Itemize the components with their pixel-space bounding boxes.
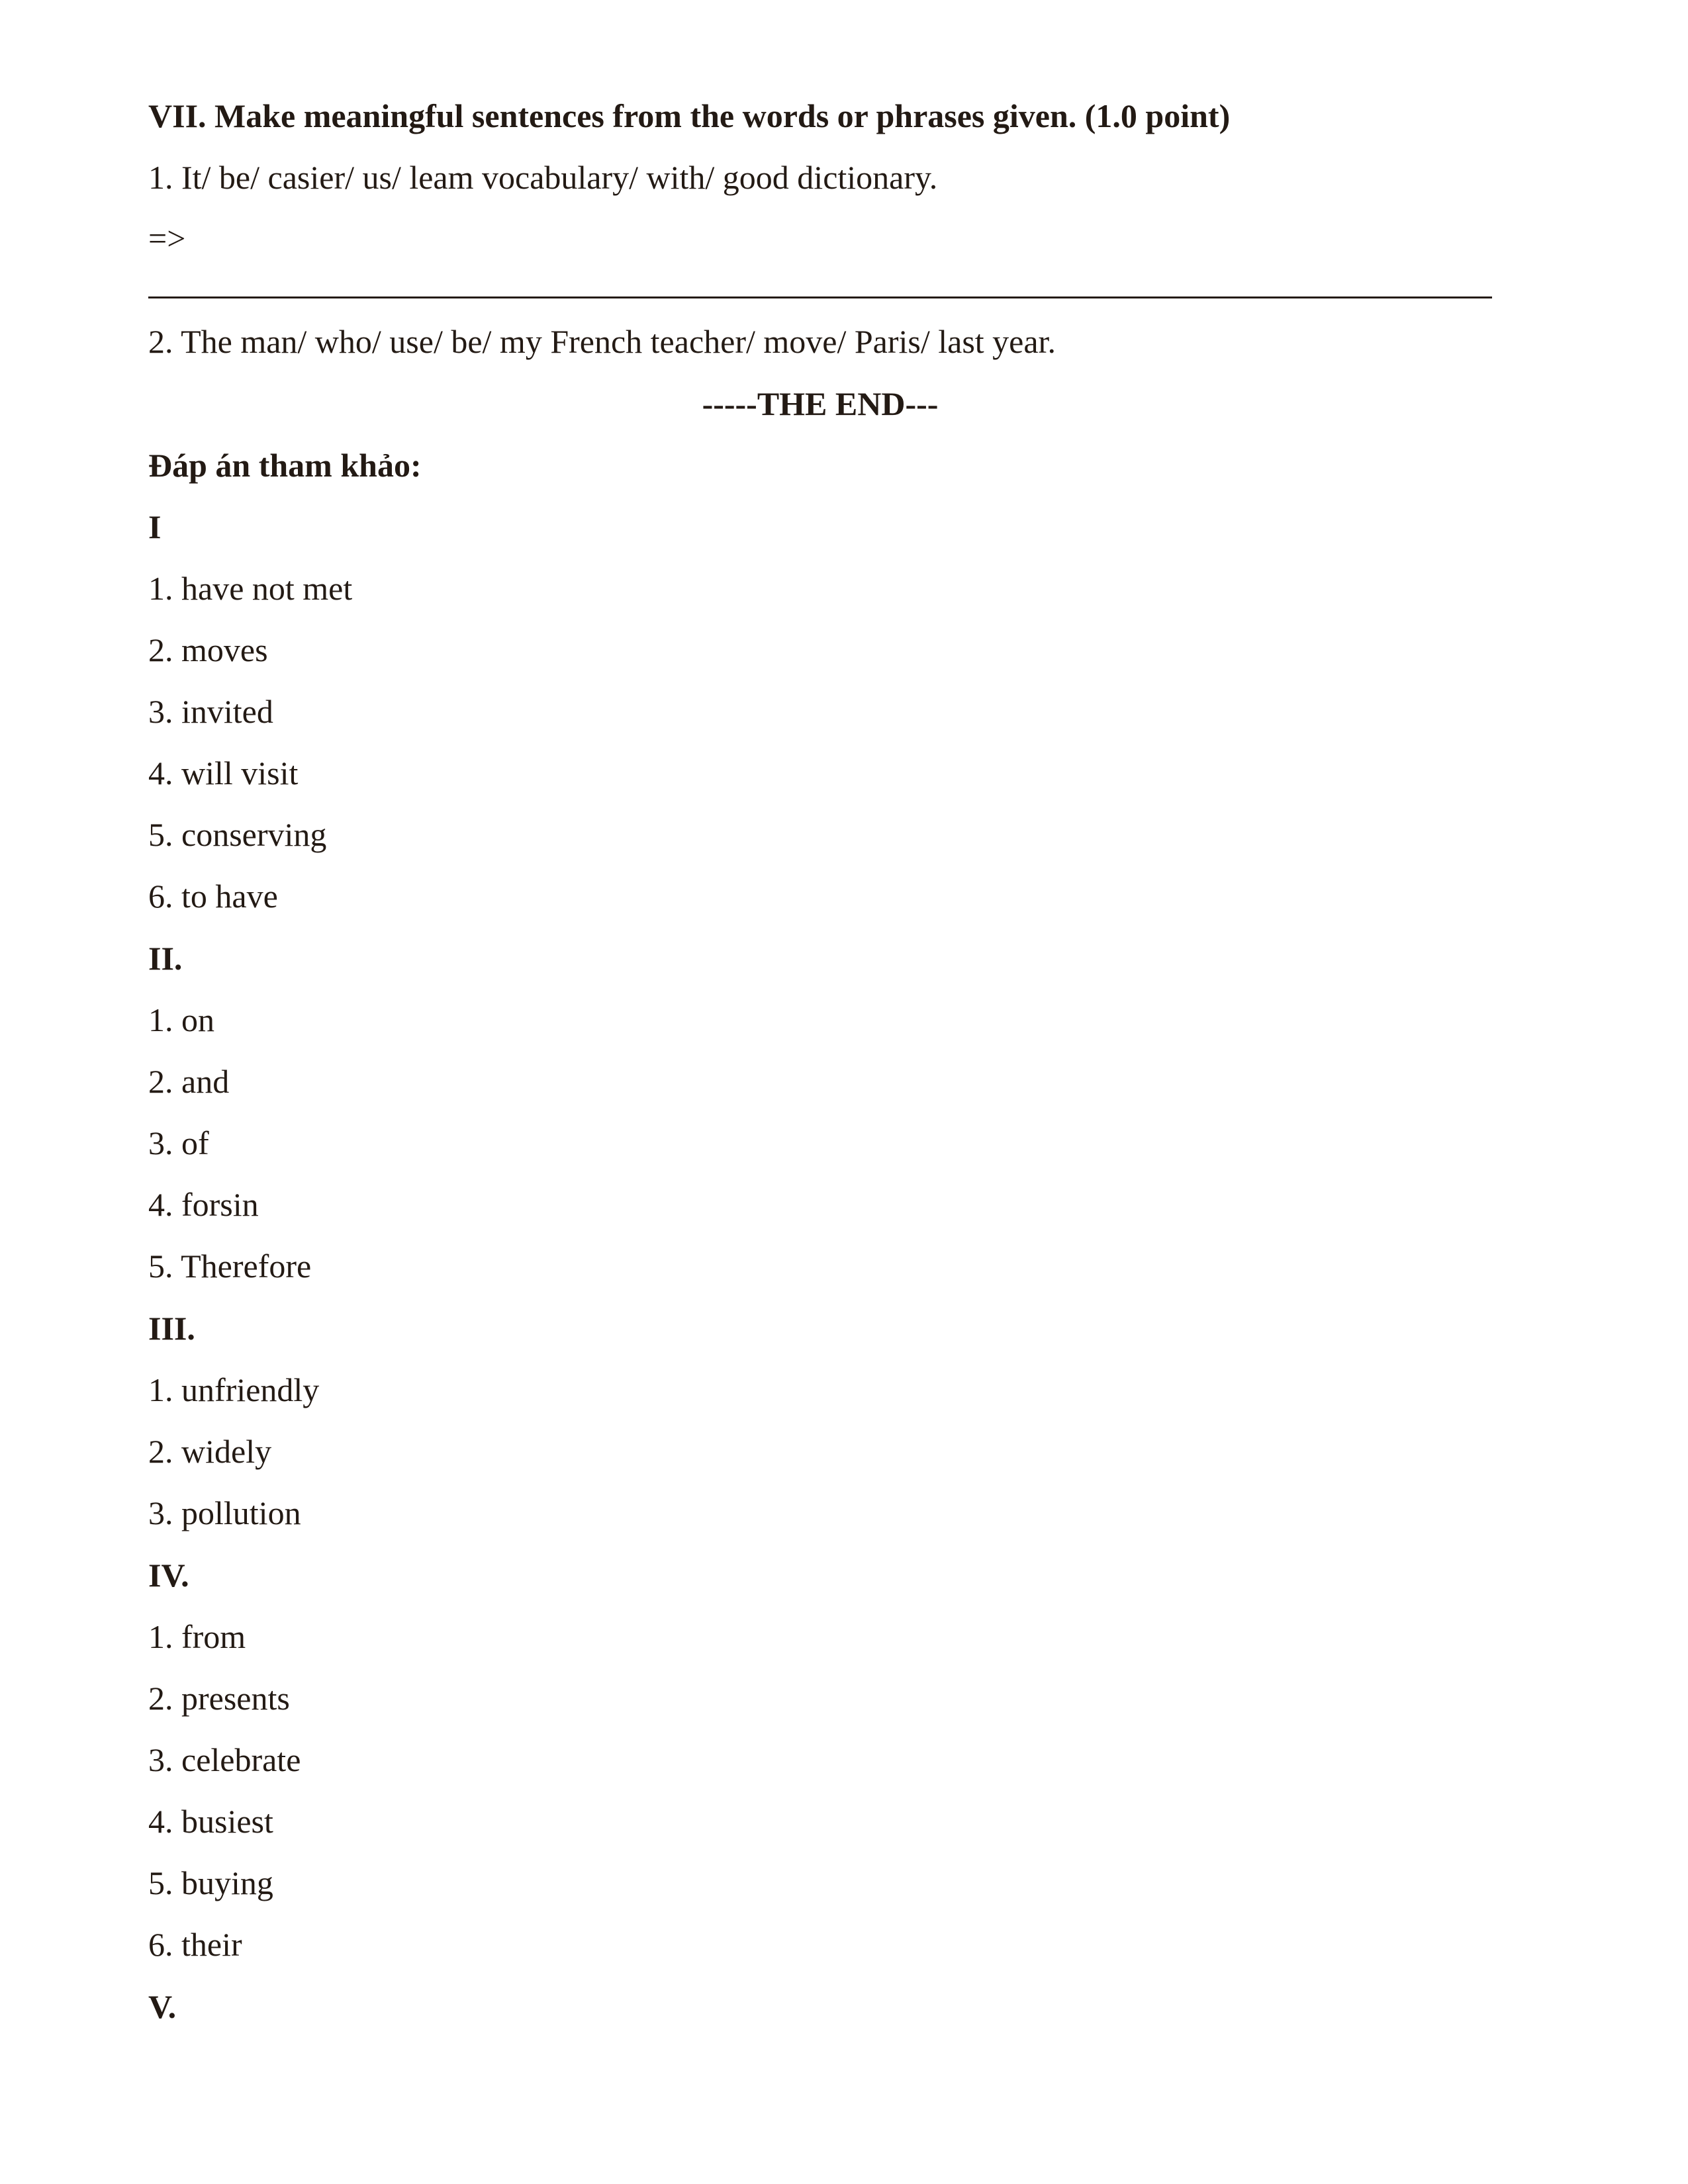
answer-line xyxy=(148,296,1492,298)
answer-arrow: => xyxy=(148,220,186,257)
answer-item: 2. and xyxy=(148,1063,230,1100)
answers-title: Đáp án tham khảo: xyxy=(148,447,422,484)
answer-item: 3. celebrate xyxy=(148,1741,301,1778)
answer-item: 2. presents xyxy=(148,1680,290,1717)
answer-item: 6. to have xyxy=(148,878,278,915)
answer-item: 5. conserving xyxy=(148,816,327,853)
answer-item: 2. moves xyxy=(148,631,268,668)
answer-item: 3. of xyxy=(148,1124,209,1161)
question-2: 2. The man/ who/ use/ be/ my French teacher/ move/ Paris/ last year. xyxy=(148,323,1056,360)
part-3-heading: III. xyxy=(148,1310,195,1347)
answer-item: 5. Therefore xyxy=(148,1248,312,1285)
answer-item: 5. buying xyxy=(148,1864,273,1901)
answer-item: 4. will visit xyxy=(148,754,299,792)
answer-item: 1. from xyxy=(148,1618,246,1655)
answer-item: 3. invited xyxy=(148,693,273,730)
question-1: 1. It/ be/ casier/ us/ leam vocabulary/ with/ good dictionary. xyxy=(148,159,938,196)
part-4-heading: IV. xyxy=(148,1557,189,1594)
part-5-heading: V. xyxy=(148,1988,177,2025)
the-end: -----THE END--- xyxy=(702,385,939,422)
answer-item: 4. forsin xyxy=(148,1186,259,1223)
answer-item: 3. pollution xyxy=(148,1494,301,1531)
answer-item: 1. unfriendly xyxy=(148,1371,320,1408)
part-2-heading: II. xyxy=(148,940,183,977)
part-1-heading: I xyxy=(148,508,162,545)
answer-item: 2. widely xyxy=(148,1433,272,1470)
section-7-heading: VII. Make meaningful sentences from the words or phrases given. (1.0 point) xyxy=(148,97,1231,134)
answer-item: 1. on xyxy=(148,1001,214,1038)
answer-item: 1. have not met xyxy=(148,570,353,607)
answer-item: 6. their xyxy=(148,1926,242,1963)
answer-item: 4. busiest xyxy=(148,1803,273,1840)
